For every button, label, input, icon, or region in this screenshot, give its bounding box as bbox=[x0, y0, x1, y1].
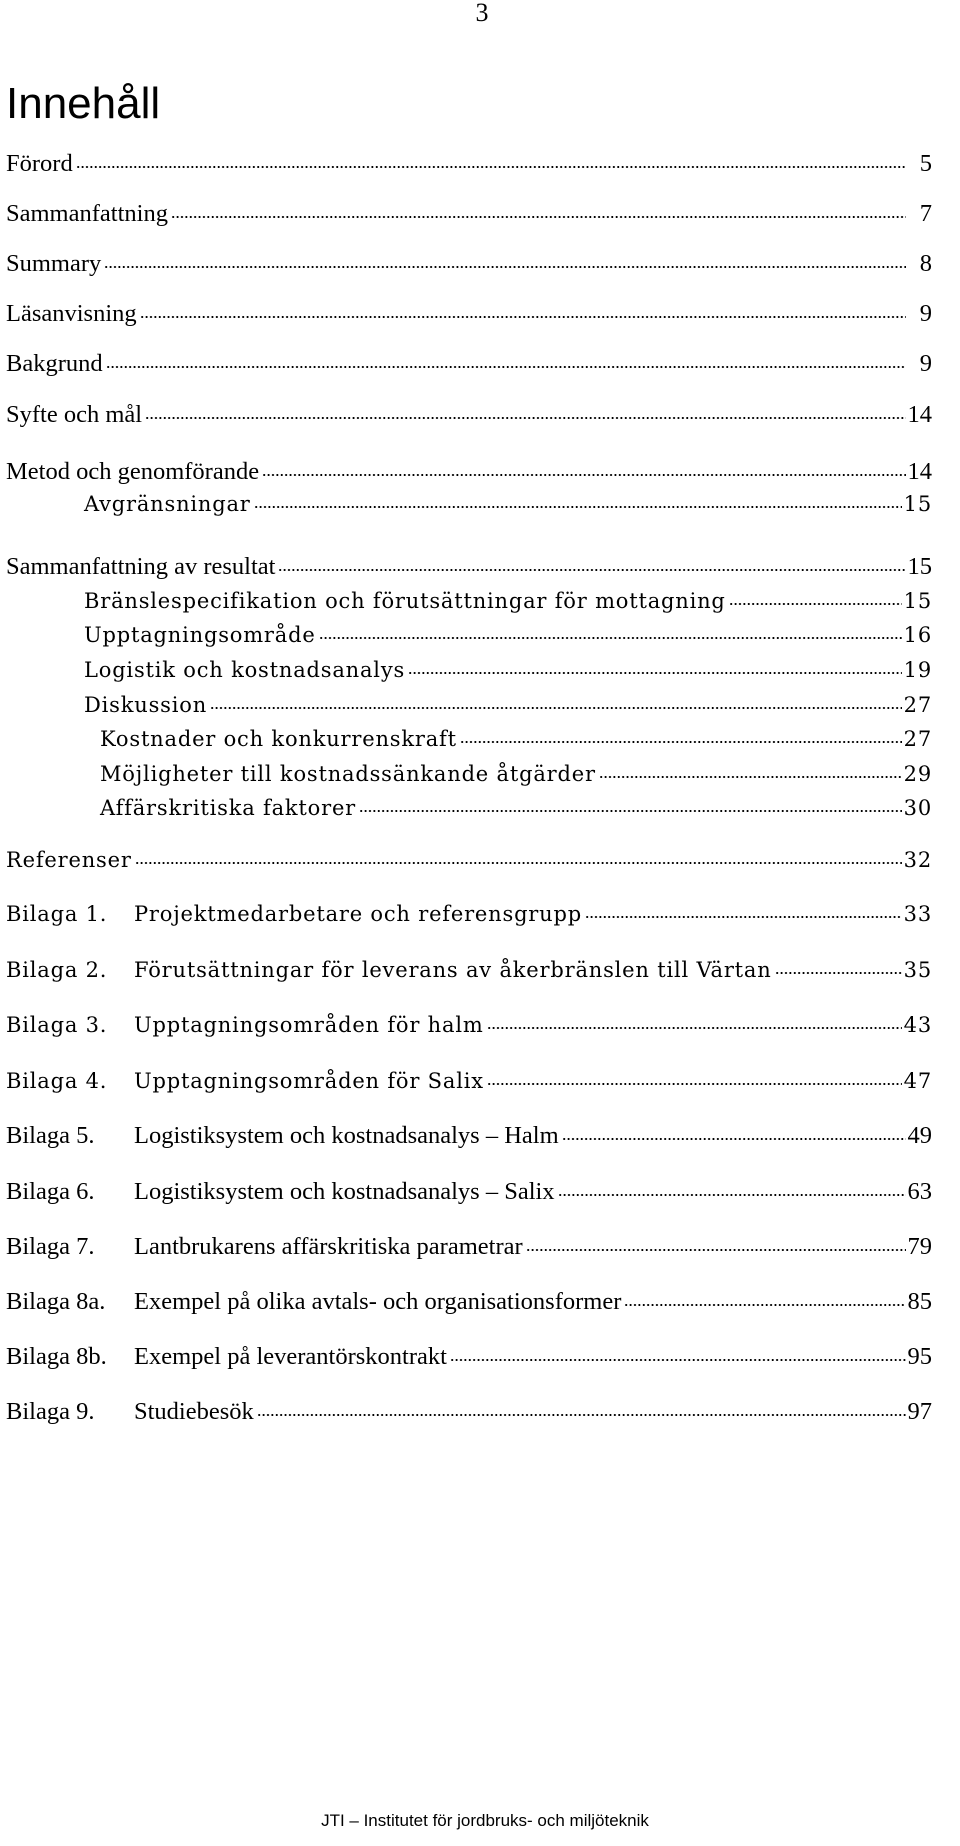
toc-entry-title: Bakgrund bbox=[6, 350, 103, 377]
dot-leader bbox=[135, 860, 902, 866]
toc-entry-prefix: Bilaga 4. bbox=[6, 1069, 108, 1093]
dot-leader bbox=[171, 214, 906, 220]
toc-entry-prefix: Bilaga 1. bbox=[6, 902, 108, 926]
toc-entry[interactable] bbox=[84, 688, 932, 722]
toc-entry-title: Metod och genomförande bbox=[6, 458, 260, 485]
toc-entry[interactable] bbox=[6, 953, 932, 987]
dot-leader bbox=[76, 164, 906, 170]
toc-entry-page: 63 bbox=[907, 1178, 932, 1205]
toc-entry-title: Bränslespecifikation och förutsättningar för mottagning bbox=[84, 589, 726, 613]
toc-entry-page: 15 bbox=[903, 589, 932, 613]
toc-entry[interactable] bbox=[6, 1064, 932, 1098]
dot-leader bbox=[210, 705, 902, 711]
toc-entry[interactable] bbox=[6, 550, 932, 584]
dot-leader bbox=[145, 415, 905, 421]
dot-leader bbox=[562, 1136, 906, 1142]
toc-entry-prefix: Bilaga 8b. bbox=[6, 1343, 107, 1370]
toc-entry-page: 9 bbox=[919, 300, 932, 327]
toc-entry-title: Upptagningsområde bbox=[84, 623, 316, 647]
toc-entry-title: Kostnader och konkurrenskraft bbox=[100, 727, 457, 751]
toc-entry-title: Avgränsningar bbox=[84, 492, 251, 516]
toc-entry-prefix: Bilaga 6. bbox=[6, 1178, 95, 1205]
toc-entry[interactable] bbox=[6, 1175, 932, 1209]
toc-entry-title: Studiebesök bbox=[134, 1398, 254, 1425]
toc-entry-page: 47 bbox=[903, 1069, 932, 1093]
toc-entry[interactable] bbox=[84, 584, 932, 618]
dot-leader bbox=[729, 601, 902, 607]
toc-entry-page: 16 bbox=[903, 623, 932, 647]
toc-entry-title: Affärskritiska faktorer bbox=[100, 796, 357, 820]
toc-entry-title: Logistiksystem och kostnadsanalys – Halm bbox=[134, 1122, 559, 1149]
dot-leader bbox=[262, 472, 905, 478]
toc-entry-title: Förutsättningar för leverans av åkerbränslen till Värtan bbox=[134, 958, 772, 982]
toc-entry-prefix: Bilaga 2. bbox=[6, 958, 108, 982]
toc-entry[interactable] bbox=[6, 1285, 932, 1319]
dot-leader bbox=[558, 1192, 906, 1198]
dot-leader bbox=[359, 808, 902, 814]
toc-entry[interactable] bbox=[6, 1008, 932, 1042]
toc-entry[interactable] bbox=[100, 757, 932, 791]
dot-leader bbox=[624, 1302, 905, 1308]
toc-entry-page: 14 bbox=[907, 401, 932, 428]
toc-entry[interactable] bbox=[6, 843, 932, 877]
toc-entry-title: Upptagningsområden för halm bbox=[134, 1013, 484, 1037]
toc-entry[interactable] bbox=[6, 147, 932, 181]
dot-leader bbox=[585, 914, 902, 920]
dot-leader bbox=[319, 635, 902, 641]
toc-entry-title: Förord bbox=[6, 150, 73, 177]
toc-entry-page: 33 bbox=[903, 902, 932, 926]
toc-entry[interactable] bbox=[6, 247, 932, 281]
toc-entry-page: 95 bbox=[907, 1343, 932, 1370]
toc-entry-page: 5 bbox=[919, 150, 932, 177]
dot-leader bbox=[104, 264, 906, 270]
toc-entry-title: Lantbrukarens affärskritiska parametrar bbox=[134, 1233, 523, 1260]
toc-entry-title: Sammanfattning av resultat bbox=[6, 553, 276, 580]
toc-entry-page: 32 bbox=[903, 848, 932, 872]
dot-leader bbox=[140, 314, 906, 320]
page-title: Innehåll bbox=[6, 79, 161, 128]
toc-entry-title: Summary bbox=[6, 250, 102, 277]
toc-entry[interactable] bbox=[84, 618, 932, 652]
dot-leader bbox=[775, 970, 902, 976]
toc-entry-prefix: Bilaga 9. bbox=[6, 1398, 95, 1425]
page-footer: JTI – Institutet för jordbruks- och miljöteknik bbox=[321, 1811, 649, 1830]
toc-entry[interactable] bbox=[84, 653, 932, 687]
toc-entry[interactable] bbox=[6, 1230, 932, 1264]
toc-entry-page: 15 bbox=[907, 553, 932, 580]
dot-leader bbox=[408, 670, 902, 676]
dot-leader bbox=[599, 774, 902, 780]
toc-entry-page: 14 bbox=[907, 458, 932, 485]
toc-entry-title: Logistik och kostnadsanalys bbox=[84, 658, 406, 682]
toc-entry-title: Projektmedarbetare och referensgrupp bbox=[134, 902, 582, 926]
toc-entry-page: 19 bbox=[903, 658, 932, 682]
toc-entry[interactable] bbox=[100, 722, 932, 756]
toc-entry-title: Referenser bbox=[6, 848, 132, 872]
toc-entry-prefix: Bilaga 8a. bbox=[6, 1288, 106, 1315]
toc-entry-title: Sammanfattning bbox=[6, 200, 168, 227]
toc-entry-page: 97 bbox=[907, 1398, 932, 1425]
toc-entry[interactable] bbox=[6, 297, 932, 331]
toc-entry-title: Möjligheter till kostnadssänkande åtgärder bbox=[100, 762, 596, 786]
toc-entry[interactable] bbox=[6, 897, 932, 931]
toc-entry-page: 8 bbox=[919, 250, 932, 277]
toc-entry-title: Upptagningsområden för Salix bbox=[134, 1069, 484, 1093]
toc-entry-page: 43 bbox=[903, 1013, 932, 1037]
toc-entry-prefix: Bilaga 7. bbox=[6, 1233, 95, 1260]
toc-entry-page: 29 bbox=[903, 762, 932, 786]
toc-entry-title: Läsanvisning bbox=[6, 300, 137, 327]
toc-entry-prefix: Bilaga 5. bbox=[6, 1122, 95, 1149]
toc-entry-title: Diskussion bbox=[84, 693, 208, 717]
toc-entry-title: Syfte och mål bbox=[6, 401, 143, 428]
dot-leader bbox=[254, 504, 902, 510]
toc-entry[interactable] bbox=[100, 791, 932, 825]
toc-entry[interactable] bbox=[6, 1340, 932, 1374]
dot-leader bbox=[487, 1025, 902, 1031]
toc-entry-title: Exempel på olika avtals- och organisationsformer bbox=[134, 1288, 622, 1315]
toc-entry-page: 49 bbox=[907, 1122, 932, 1149]
dot-leader bbox=[487, 1081, 902, 1087]
dot-leader bbox=[278, 567, 905, 573]
dot-leader bbox=[257, 1412, 906, 1418]
toc-entry-page: 15 bbox=[903, 492, 932, 516]
toc-entry-page: 27 bbox=[903, 727, 932, 751]
toc-entry-page: 35 bbox=[903, 958, 932, 982]
toc-entry-title: Logistiksystem och kostnadsanalys – Salix bbox=[134, 1178, 555, 1205]
dot-leader bbox=[106, 364, 906, 370]
page-number: 3 bbox=[475, 0, 489, 27]
toc-entry[interactable] bbox=[6, 1395, 932, 1429]
toc-entry-page: 30 bbox=[903, 796, 932, 820]
toc-entry-page: 27 bbox=[903, 693, 932, 717]
toc-entry[interactable] bbox=[6, 347, 932, 381]
dot-leader bbox=[450, 1357, 906, 1363]
toc-entry[interactable] bbox=[6, 398, 932, 432]
toc-entry-title: Exempel på leverantörskontrakt bbox=[134, 1343, 447, 1370]
toc-entry[interactable] bbox=[6, 1119, 932, 1153]
toc-entry-page: 79 bbox=[907, 1233, 932, 1260]
toc-entry[interactable] bbox=[6, 455, 932, 489]
toc-entry-page: 7 bbox=[919, 200, 932, 227]
toc-entry[interactable] bbox=[6, 197, 932, 231]
toc-entry-page: 9 bbox=[919, 350, 932, 377]
dot-leader bbox=[526, 1247, 906, 1253]
toc-entry-page: 85 bbox=[907, 1288, 932, 1315]
dot-leader bbox=[460, 739, 902, 745]
toc-entry-prefix: Bilaga 3. bbox=[6, 1013, 108, 1037]
toc-entry[interactable] bbox=[84, 487, 932, 521]
